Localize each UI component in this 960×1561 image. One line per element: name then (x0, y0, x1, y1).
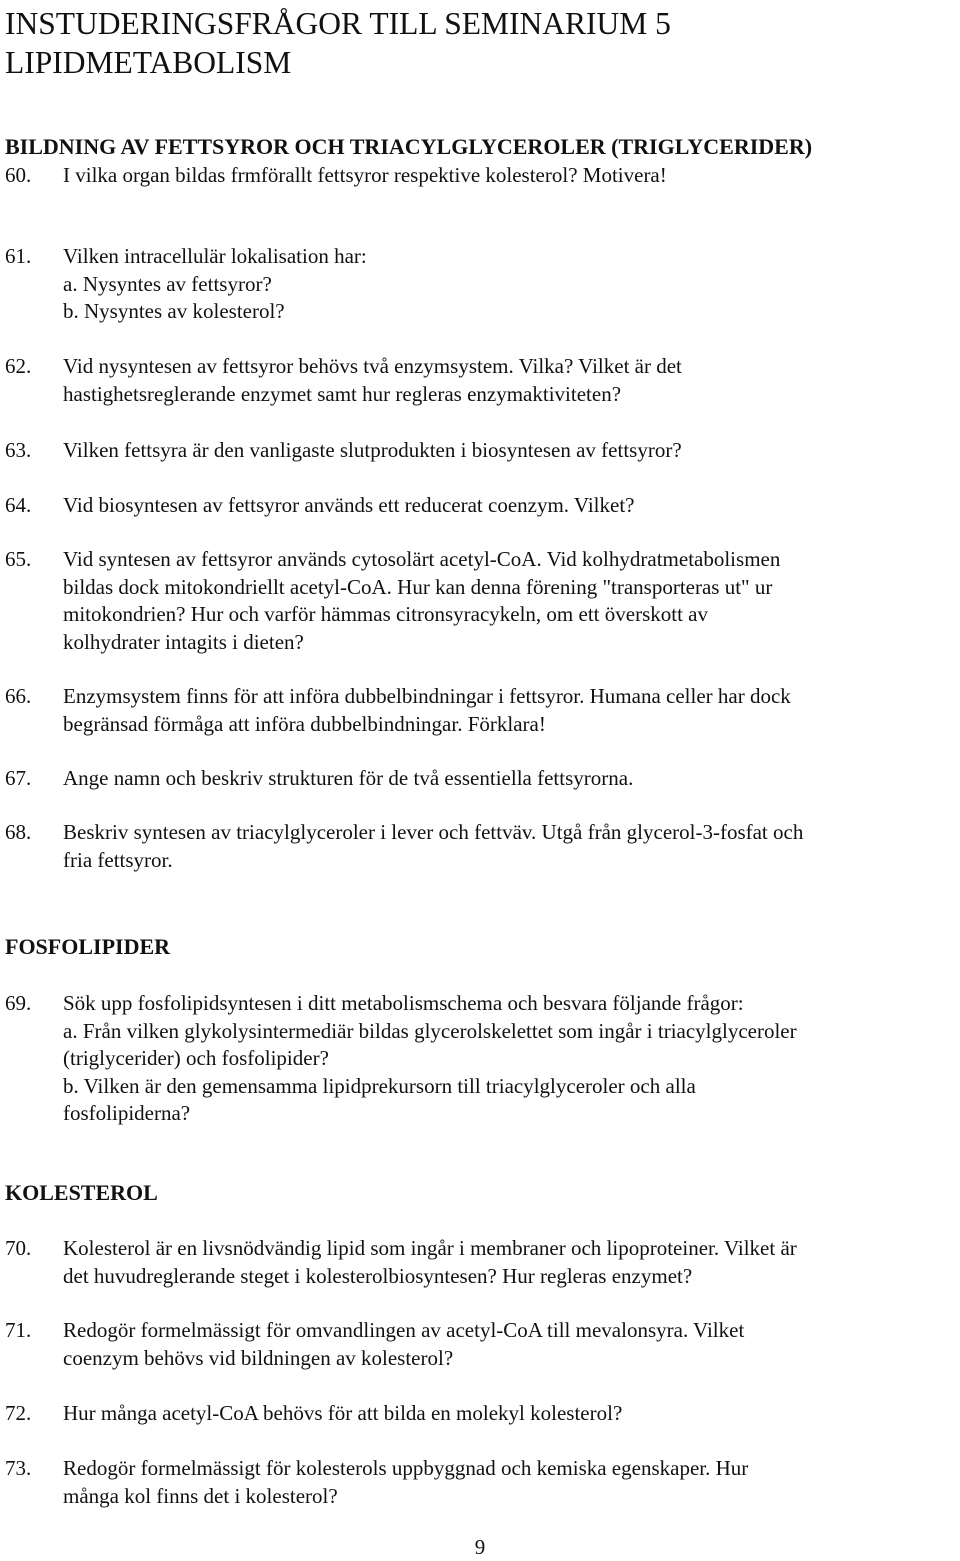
question-text: Vid biosyntesen av fettsyror används ett reducerat coenzym. Vilket? (63, 493, 635, 517)
question-text: Redogör formelmässigt för omvandlingen av acetyl-CoA till mevalonsyra. Vilket coenzym behövs vid bildningen av kolesterol? (63, 1318, 745, 1370)
question-text: Enzymsystem finns för att införa dubbelbindningar i fettsyror. Humana celler har dock begränsad förmåga att införa dubbelbindningar. Förklara! (63, 684, 791, 736)
question-number: 69. (5, 991, 32, 1015)
question-text: Kolesterol är en livsnödvändig lipid som ingår i membraner och lipoproteiner. Vilket är det huvudreglerande steget i kolesterolbiosyntesen? Hur regleras enzymet? (63, 1236, 797, 1288)
question-text: Beskriv syntesen av triacylglyceroler i lever och fettväv. Utgå från glycerol-3-fosfat och fria fettsyror. (63, 820, 804, 872)
question-text: Ange namn och beskriv strukturen för de två essentiella fettsyrorna. (63, 766, 634, 790)
question-number: 68. (5, 820, 32, 844)
question-number: 73. (5, 1456, 32, 1480)
section-heading-fatty-acids: BILDNING AV FETTSYROR OCH TRIACYLGLYCEROLER (TRIGLYCERIDER) (5, 134, 813, 159)
question-number: 66. (5, 684, 32, 708)
question-number: 65. (5, 547, 32, 571)
question-text: Vilken intracellulär lokalisation har: a. Nysyntes av fettsyror? b. Nysyntes av kolesterol? (63, 244, 367, 323)
question-number: 62. (5, 354, 32, 378)
question-text: Hur många acetyl-CoA behövs för att bilda en molekyl kolesterol? (63, 1401, 623, 1425)
question-text: I vilka organ bildas frmförallt fettsyror respektive kolesterol? Motivera! (63, 163, 667, 187)
section-heading-phospholipids: FOSFOLIPIDER (5, 934, 171, 959)
page-number: 9 (474, 1535, 486, 1559)
title-line-1: INSTUDERINGSFRÅGOR TILL SEMINARIUM 5 (5, 6, 671, 41)
question-number: 61. (5, 244, 32, 268)
question-text: Vid nysyntesen av fettsyror behövs två enzymsystem. Vilka? Vilket är det hastighetsreglerande enzymet samt hur regleras enzymaktiviteten? (63, 354, 682, 406)
question-number: 60. (5, 163, 32, 187)
question-text: Vilken fettsyra är den vanligaste slutprodukten i biosyntesen av fettsyror? (63, 438, 682, 462)
question-number: 72. (5, 1401, 32, 1425)
question-number: 63. (5, 438, 32, 462)
question-number: 64. (5, 493, 32, 517)
question-number: 70. (5, 1236, 32, 1260)
question-text: Sök upp fosfolipidsyntesen i ditt metabolismschema och besvara följande frågor: a. Från vilken glykolysintermediär bildas glycerolskelettet som ingår i triacylglyceroler (triglycerider) och fosfolipider? b. Vilken är den gemensamma lipidprekursorn till triacylglyceroler och alla fosfolipiderna? (63, 991, 797, 1125)
title-line-2: LIPIDMETABOLISM (5, 45, 292, 80)
question-text: Redogör formelmässigt för kolesterols uppbyggnad och kemiska egenskaper. Hur många kol finns det i kolesterol? (63, 1456, 749, 1508)
question-number: 71. (5, 1318, 32, 1342)
section-heading-cholesterol: KOLESTEROL (5, 1180, 158, 1205)
question-text: Vid syntesen av fettsyror används cytosolärt acetyl-CoA. Vid kolhydratmetabolismen bildas dock mitokondriellt acetyl-CoA. Hur kan denna förening "transporteras ut" ur mitokondrien? Hur och varför hämmas citronsyracykeln, om ett överskott av kolhydrater intagits i dieten? (63, 547, 781, 654)
question-number: 67. (5, 766, 32, 790)
document-title (5, 4, 945, 82)
